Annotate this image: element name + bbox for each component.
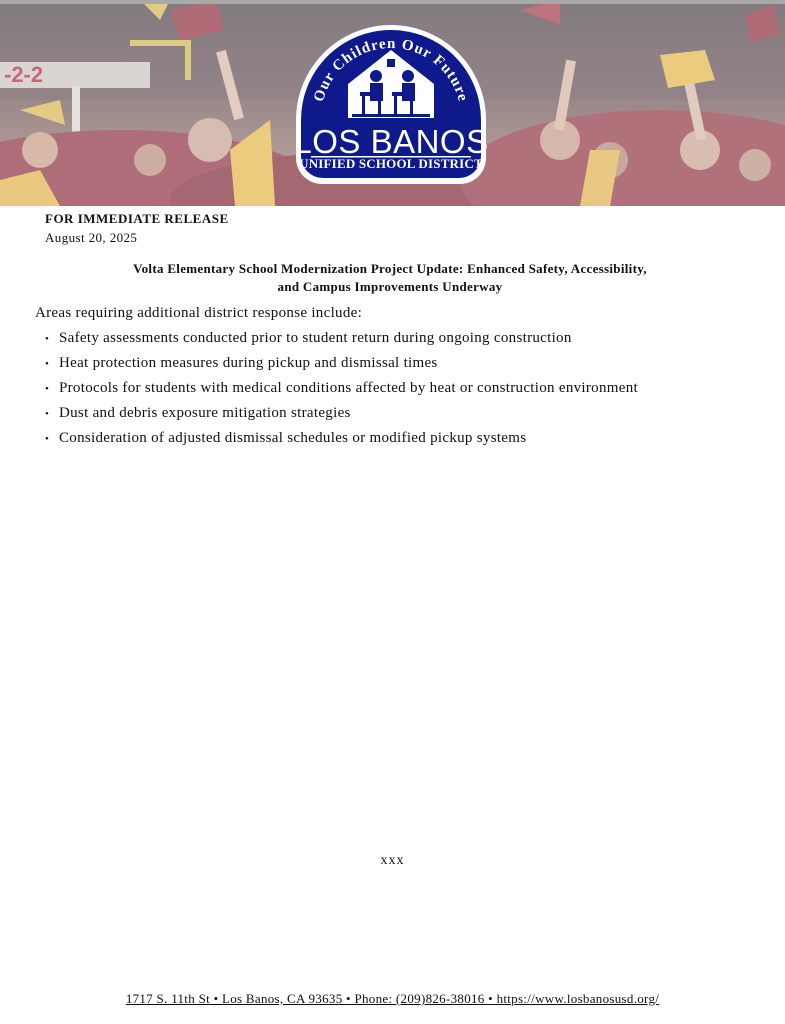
footer-contact (0, 991, 785, 1007)
website-link[interactable]: https://www.losbanosusd.org/ (496, 991, 660, 1006)
footer-address: 1717 S. 11th St • Los Banos, CA 93635 • Phone: (209)826-38016 • (125, 991, 497, 1006)
district-logo (276, 20, 506, 186)
bullet-icon: • (45, 433, 50, 445)
list-item (45, 430, 638, 455)
list-item (45, 405, 638, 430)
intro-paragraph: Areas requiring additional district response include: (35, 305, 363, 321)
headline-line-2: and Campus Improvements Underway (277, 279, 503, 294)
bullet-icon: • (45, 333, 50, 345)
logo-motto: Our Children Our Future (311, 35, 471, 104)
logo-subtitle: UNIFIED SCHOOL DISTRICT (299, 156, 483, 171)
headline (80, 260, 700, 296)
bullet-icon: • (45, 408, 50, 420)
svg-text:-2-2: -2-2 (4, 62, 44, 87)
list-item (45, 330, 638, 355)
banner-top-border (0, 0, 785, 4)
list-item-text: Protocols for students with medical conditions affected by heat or construction environment (59, 380, 638, 396)
list-item (45, 355, 638, 380)
bullet-icon: • (45, 383, 50, 395)
list-item-text: Consideration of adjusted dismissal schedules or modified pickup systems (59, 430, 527, 446)
list-item-text: Safety assessments conducted prior to student return during ongoing construction (59, 330, 572, 346)
header-banner (0, 0, 785, 206)
list-item-text: Heat protection measures during pickup and dismissal times (59, 355, 438, 371)
list-item-text: Dust and debris exposure mitigation strategies (59, 405, 351, 421)
list-item (45, 380, 638, 405)
end-of-release-mark: xxx (380, 853, 405, 868)
headline-line-1: Volta Elementary School Modernization Project Update: Enhanced Safety, Accessibility, (133, 261, 647, 276)
bullet-icon: • (45, 358, 50, 370)
release-label: FOR IMMEDIATE RELEASE (45, 211, 229, 226)
response-areas-list (45, 330, 638, 455)
release-date: August 20, 2025 (45, 230, 138, 245)
logo-title: LOS BANOS (293, 123, 489, 160)
